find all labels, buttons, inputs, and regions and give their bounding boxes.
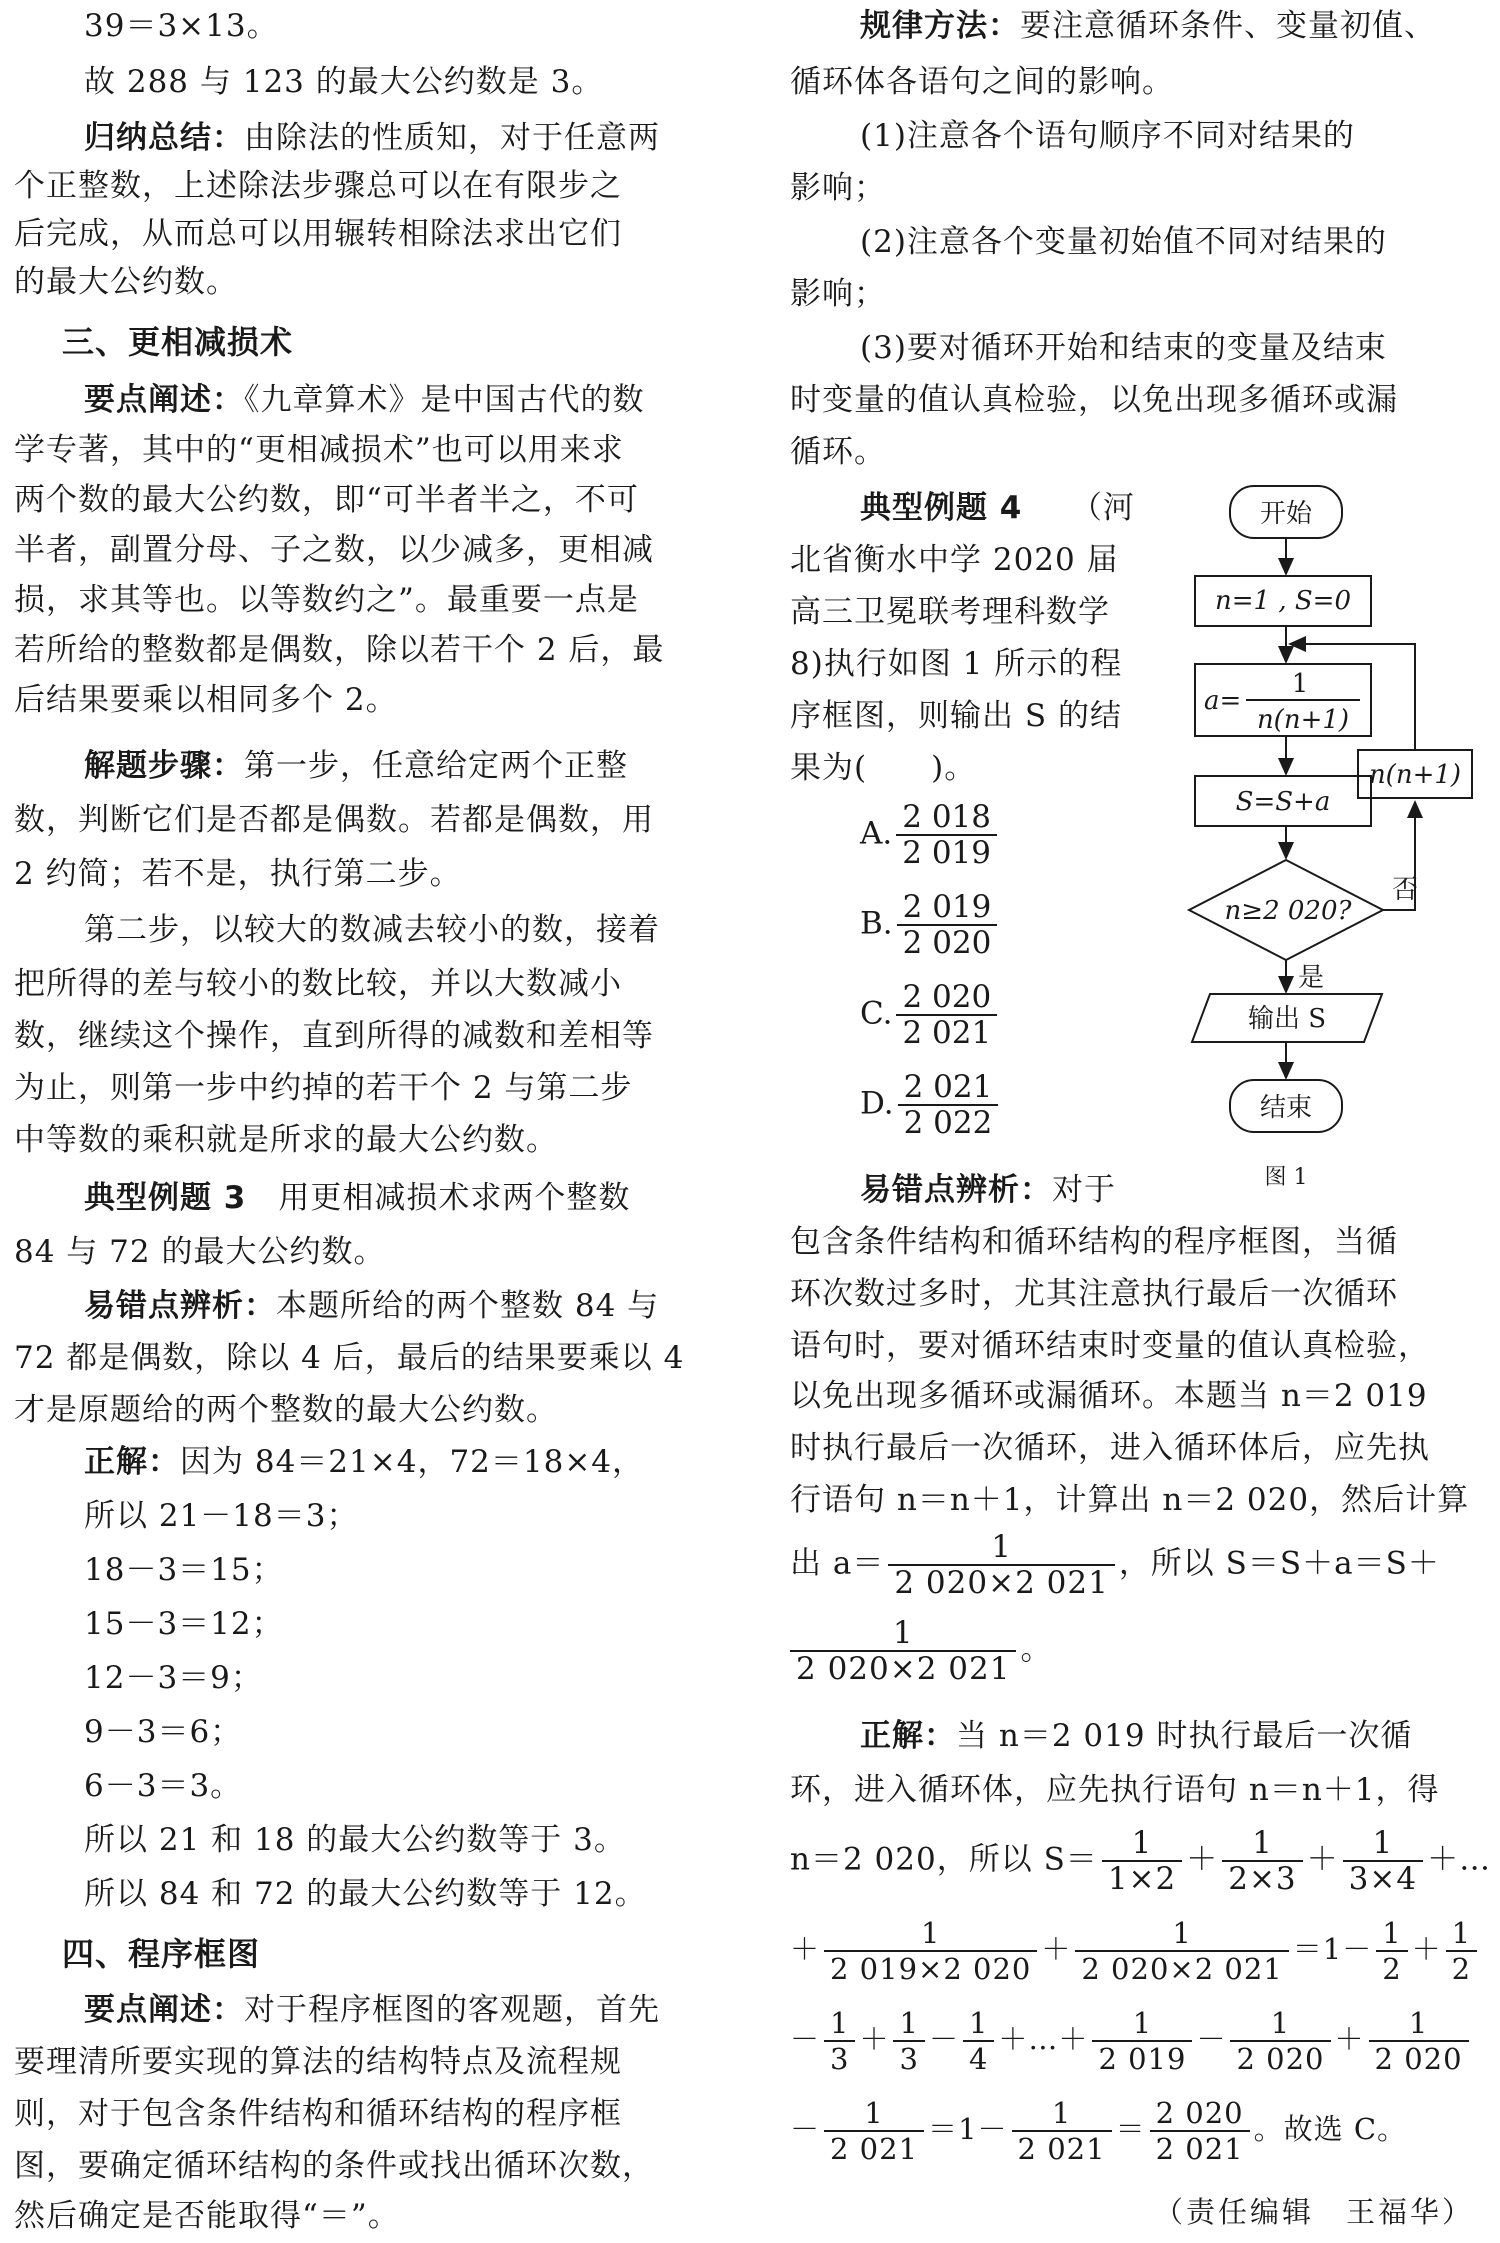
denominator: 2 020×2 021 [1081,1952,1283,1986]
paragraph [84,1442,644,1482]
numerator: 1 [963,2006,994,2042]
accumulate-label: S=S+a [1235,787,1331,817]
text-line: 学专著，其中的“更相减损术”也可以用来求 [14,432,624,468]
text: n＝2 020，所以 S＝ [790,1841,1098,1878]
operator: ＋ [1041,1932,1072,1966]
text-line: 15－3＝12； [84,1606,284,1642]
section-title: 四、程序框图 [62,1935,261,1973]
denominator: 2×3 [1228,1861,1297,1897]
numerator: 1 [824,1916,1037,1952]
fraction [896,980,997,1050]
option-c [860,980,1001,1050]
keyword: 正解： [860,1718,956,1754]
keyword: 要点阐述： [84,1992,244,2028]
text: 本题所给的两个整数 84 与 [276,1288,660,1324]
operator: ＋ [1058,2022,1089,2056]
denominator: 3×4 [1348,1861,1418,1897]
denominator: 2 020 [902,925,992,961]
operator: ＋ [1334,2022,1365,2056]
denominator: 2 020 [1236,2042,1325,2076]
paragraph [84,380,645,420]
text-line: 把所得的差与较小的数比较，并以大数减小 [14,966,622,1002]
denominator: 2 [1382,1952,1402,1986]
text-line: 北省衡水中学 2020 届 [790,542,1119,578]
text: 由除法的性质知，对于任意两 [244,120,660,156]
text-line: (1)注意各个语句顺序不同对结果的 [860,118,1355,154]
text-line: 8)执行如图 1 所示的程 [790,646,1123,682]
text: 第一步，任意给定两个正整 [244,748,628,784]
text-line: 包含条件结构和循环结构的程序框图，当循 [790,1224,1398,1260]
numerator: 1 [1376,1916,1407,1952]
numerator: 1 [824,2006,855,2042]
fraction [898,1070,999,1140]
option-label: A. [860,815,893,852]
paragraph [860,1170,1116,1210]
denominator: 2 020 [1374,2042,1463,2076]
numerator: 1 [1343,1826,1423,1862]
text-line: 则，对于包含条件结构和循环结构的程序框 [14,2096,622,2132]
fraction [1102,1826,1182,1896]
numerator: 2 020 [1150,2096,1250,2132]
operator: ＋ [1306,1841,1339,1878]
text-line: 半者，副置分母、子之数，以少减多，更相减 [14,532,654,568]
keyword: 易错点辨析： [84,1288,276,1324]
operator: － [1196,2022,1227,2056]
text-line: 行语句 n＝n＋1，计算出 n＝2 020，然后计算 [790,1482,1470,1518]
denominator: 2 020×2 021 [894,1565,1109,1601]
text: 1 [958,2112,978,2146]
text-line: 所以 84 和 72 的最大公约数等于 12。 [84,1876,647,1912]
formula-line [790,2096,1407,2166]
fraction [824,2006,855,2076]
formula-line [790,1916,1481,1986]
text-line: 6－3＝3。 [84,1768,243,1804]
numerator: 1 [1369,2006,1469,2042]
option-a [860,800,1001,870]
operator: － [977,2112,1008,2146]
numerator: 1 [1222,1826,1302,1862]
fraction [1075,1916,1288,1986]
text: 。 [1020,1631,1053,1668]
text-line: 影响； [790,170,886,206]
paragraph [84,1178,630,1218]
text-line: 果为( )。 [790,750,977,786]
fraction [1230,2006,1330,2076]
figure-caption: 图 1 [1264,1165,1308,1190]
text-line: 个正整数，上述除法步骤总可以在有限步之 [14,168,622,204]
text-line: 时变量的值认真检验，以免出现多循环或漏 [790,382,1398,418]
paragraph-summary [84,118,660,158]
fraction [824,2096,924,2166]
option-label: D. [860,1085,894,1122]
option-label: C. [860,995,893,1032]
operator: ＝ [928,2112,959,2146]
fraction [888,1530,1114,1600]
denominator: 2 021 [902,1015,992,1051]
start-label: 开始 [1259,499,1313,529]
text: 用更相减损术求两个整数 [278,1180,631,1216]
denominator: 2 021 [1017,2132,1106,2166]
denominator: 3 [830,2042,850,2076]
denominator: 2 021 [1155,2132,1244,2166]
text-line: 两个数的最大公约数，即“可半者半之，不可 [14,482,639,518]
fraction [1343,1826,1423,1896]
text-line: 环次数过多时，尤其注意执行最后一次循环 [790,1276,1398,1312]
numerator: 1 [1092,2006,1192,2042]
text: 对于程序框图的客观题，首先 [244,1992,660,2028]
numerator: 2 021 [898,1070,999,1106]
init-label: n=1 , S=0 [1214,586,1352,616]
denominator: 2 [1451,1952,1472,1986]
text-line: 环，进入循环体，应先执行语句 n＝n＋1，得 [790,1772,1440,1808]
text-line: 图，要确定循环结构的条件或找出循环次数， [14,2148,654,2184]
operator: ＋ [790,1932,821,1966]
text-line: 第二步，以较大的数减去较小的数，接着 [84,912,660,948]
operator: ＋ [1186,1841,1219,1878]
operator: － [790,2022,821,2056]
numerator: 1 [893,2006,924,2042]
text-line: 若所给的整数都是偶数，除以若干个 2 后，最 [14,632,665,668]
formula-line [790,1826,1491,1896]
text: 要注意循环条件、变量初值、 [1020,8,1436,44]
assign-a-denominator: n(n+1) [1256,705,1350,735]
numerator: 1 [1075,1916,1288,1952]
paragraph [84,1990,660,2030]
keyword: 规律方法： [860,8,1020,44]
text-line: 的最大公约数。 [14,264,238,300]
fraction [1222,1826,1302,1896]
paragraph [84,1286,659,1326]
text-line: 循环体各语句之间的影响。 [790,64,1174,100]
paragraph [860,6,1436,46]
text-line: 后结果要乘以相同多个 2。 [14,682,398,718]
text-line: 所以 21－18＝3； [84,1498,359,1534]
operator: － [1342,1932,1373,1966]
section-title: 三、更相减损术 [62,323,294,361]
denominator: 2 019 [1098,2042,1187,2076]
operator: ＋… [1427,1841,1492,1878]
text-line: 数，判断它们是否都是偶数。若都是偶数，用 [14,802,654,838]
option-b [860,890,1001,960]
numerator: 2 018 [896,800,997,836]
keyword: 正解： [84,1444,180,1480]
fraction [824,1916,1037,1986]
denominator: 2 020×2 021 [796,1651,1011,1687]
formula-line [790,1616,1052,1686]
keyword: 典型例题 3 [84,1180,247,1216]
text-line: 9－3＝6； [84,1714,243,1750]
fraction [893,2006,924,2076]
text-line: 12－3＝9； [84,1660,263,1696]
assign-a-numerator: 1 [1291,669,1309,699]
paragraph [860,488,1135,528]
denominator: 4 [968,2042,989,2076]
fraction [1376,1916,1407,1986]
text-line: 39＝3×13。 [84,8,279,44]
text-line: 损，求其等也。以等数约之”。最重要一点是 [14,582,639,618]
numerator: 1 [1230,2006,1330,2042]
operator: ＝ [1115,2112,1146,2146]
text-line: 数，继续这个操作，直到所得的减数和差相等 [14,1018,654,1054]
numerator: 1 [888,1530,1114,1566]
output-label: 输出 S [1247,1004,1327,1034]
numerator: 1 [824,2096,924,2132]
no-label: 否 [1392,875,1419,905]
numerator: 2 019 [897,890,998,926]
numerator: 2 020 [896,980,997,1016]
keyword: 易错点辨析： [860,1172,1052,1208]
text-line: 84 与 72 的最大公约数。 [14,1234,386,1270]
operator: ＋ [1411,1932,1442,1966]
text-line: 序框图，则输出 S 的结 [790,698,1122,734]
formula-line [790,1530,1440,1600]
text-line: 影响； [790,276,886,312]
numerator: 1 [1012,2096,1112,2132]
text-line: 18－3＝15； [84,1552,284,1588]
text-line: 时执行最后一次循环，进入循环体后，应先执 [790,1430,1430,1466]
operator: － [928,2022,959,2056]
denominator: 2 022 [903,1105,993,1141]
text: 《九章算术》是中国古代的数 [244,382,645,418]
text: ，所以 S＝S＋a＝S＋ [1118,1545,1440,1582]
end-label: 结束 [1259,1093,1313,1123]
fraction [1446,1916,1477,1986]
denominator: 2 019 [902,835,991,871]
text: 出 a＝ [790,1545,885,1582]
denominator: 3 [899,2042,919,2076]
condition-label: n≥2 020? [1224,896,1352,926]
text: 当 n＝2 019 时执行最后一次循 [956,1718,1413,1754]
increment-label: n(n+1) [1368,760,1462,790]
assign-a-label: a= [1204,686,1242,716]
numerator: 1 [790,1616,1016,1652]
fraction [1369,2006,1469,2076]
text-line: 后完成，从而总可以用辗转相除法求出它们 [14,216,622,252]
numerator: 1 [1102,1826,1182,1862]
text-line: 语句时，要对循环结束时变量的值认真检验， [790,1328,1430,1364]
keyword: 解题步骤： [84,748,244,784]
keyword: 典型例题 4 [860,490,1023,526]
text-line: 循环。 [790,434,886,470]
text-line: (3)要对循环开始和结束的变量及结束 [860,330,1387,366]
option-label: B. [860,905,893,942]
keyword: 要点阐述： [84,382,244,418]
numerator: 1 [1446,1916,1477,1952]
text-line: 72 都是偶数，除以 4 后，最后的结果要乘以 4 [14,1340,685,1376]
text-line: (2)注意各个变量初始值不同对结果的 [860,224,1387,260]
text-line: 然后确定是否能取得“＝”。 [14,2198,400,2234]
text: 。故选 C。 [1253,2112,1408,2146]
text-line: 所以 21 和 18 的最大公约数等于 3。 [84,1822,626,1858]
fraction [790,1616,1016,1686]
text: 1 [1322,1932,1343,1966]
text: （河 [1086,490,1135,526]
text: 因为 84＝21×4，72＝18×4， [180,1444,645,1480]
text-line: 中等数的乘积就是所求的最大公约数。 [14,1122,558,1158]
operator: － [790,2112,821,2146]
text: 对于 [1052,1172,1116,1208]
fraction [963,2006,994,2076]
fraction [896,800,997,870]
text-line: 以免出现多循环或漏循环。本题当 n＝2 019 [790,1378,1428,1414]
text-line: 故 288 与 123 的最大公约数是 3。 [84,64,604,100]
editor-credit: （责任编辑 王福华） [1153,2195,1474,2229]
formula-line [790,2006,1473,2076]
fraction [897,890,998,960]
fraction [1012,2096,1112,2166]
operator: ＋… [998,2022,1059,2056]
text-line: 高三卫冕联考理科数学 [790,594,1110,630]
paragraph [84,746,628,786]
fraction [1150,2096,1250,2166]
operator: ＋ [859,2022,890,2056]
option-d [860,1070,1002,1140]
text-line: 为止，则第一步中约掉的若干个 2 与第二步 [14,1070,633,1106]
denominator: 2 021 [830,2132,919,2166]
text-line: 才是原题给的两个整数的最大公约数。 [14,1392,558,1428]
paragraph [860,1716,1412,1756]
denominator: 2 019×2 020 [830,1952,1032,1986]
text-line: 2 约简；若不是，执行第二步。 [14,856,462,892]
yes-label: 是 [1298,963,1325,993]
flowchart [1160,478,1486,1208]
text-line: 要理清所要实现的算法的结构特点及流程规 [14,2044,622,2080]
denominator: 1×2 [1107,1861,1177,1897]
operator: ＝ [1292,1932,1323,1966]
keyword: 归纳总结： [84,120,244,156]
fraction [1092,2006,1192,2076]
